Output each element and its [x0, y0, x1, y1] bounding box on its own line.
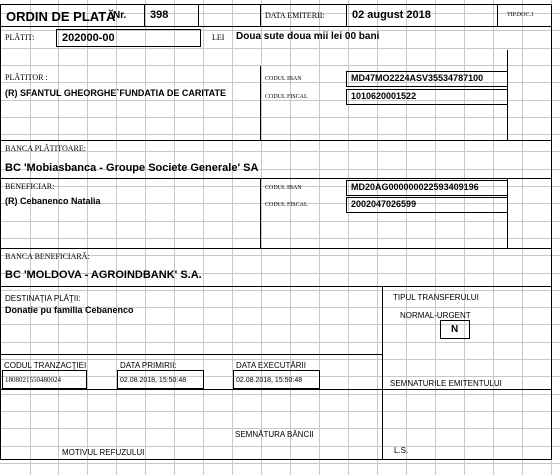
payer-iban: MD47MO2224ASV35534787100 [351, 73, 484, 83]
currency-label: LEI [212, 33, 225, 42]
beneficiary-label: BENEFICIAR: [5, 182, 55, 191]
payer-fiscal-label: CODUL FISCAL [265, 94, 308, 100]
received-date-label: DATA PRIMIRII: [120, 361, 177, 370]
form-code: TIP.DOC.1 [507, 12, 535, 18]
payment-purpose: Donatie pu familia Cebanenco [5, 305, 134, 315]
payment-purpose-label: DESTINAŢIA PLĂŢII: [5, 294, 81, 303]
amount-value: 202000-00 [62, 32, 115, 44]
beneficiary-iban-label: CODUL IBAN [265, 185, 302, 191]
ls-label: L.S. [394, 446, 409, 455]
executed-date: 02.08.2018, 15:50:48 [236, 377, 303, 384]
beneficiary-bank-name: BC 'MOLDOVA - AGROINDBANK' S.A. [5, 269, 202, 281]
beneficiary-iban: MD20AG000000022593409196 [351, 182, 479, 192]
transfer-type-value: N [451, 324, 459, 335]
beneficiary-name: (R) Cebanenco Natalia [5, 196, 101, 206]
payer-label: PLĂTITOR : [5, 73, 48, 82]
amount-in-words: Doua sute doua mii lei 00 bani [236, 31, 380, 42]
transaction-code: 1808021550480024 [5, 376, 61, 384]
order-number: 398 [150, 9, 169, 21]
payer-fiscal-code: 1010620001522 [351, 91, 417, 101]
issuer-signatures-label: SEMNATURILE EMITENTULUI [390, 379, 502, 388]
payer-name: (R) SFANTUL GHEORGHE`FUNDATIA DE CARITATE [5, 88, 226, 98]
number-label: Nr. [113, 10, 127, 21]
issue-date: 02 august 2018 [352, 9, 431, 21]
transfer-type-label: TIPUL TRANSFERULUI [393, 293, 479, 302]
executed-date-label: DATA EXECUTĂRII [236, 361, 306, 370]
payer-bank-label: BANCA PLĂTITOARE: [5, 144, 86, 153]
payer-iban-label: CODUL IBAN [265, 76, 302, 82]
form-title: ORDIN DE PLATĂ [6, 9, 116, 24]
bank-signature-label: SEMNĂTURA BĂNCII [235, 430, 314, 439]
beneficiary-fiscal-code: 2002047026599 [351, 199, 417, 209]
normal-urgent-label: NORMAL-URGENT [400, 311, 471, 320]
transaction-code-label: CODUL TRANZACŢIEI [4, 361, 87, 370]
amount-label: PLĂTIT: [5, 33, 35, 42]
received-date: 02.08.2018, 15:50:48 [120, 377, 187, 384]
payer-bank-name: BC 'Mobiasbanca - Groupe Societe Generale' SA [5, 162, 259, 174]
beneficiary-bank-label: BANCA BENEFICIARĂ: [5, 252, 90, 261]
beneficiary-fiscal-label: CODUL FISCAL [265, 202, 308, 208]
refusal-reason-label: MOTIVUL REFUZULUI [62, 448, 145, 457]
issue-date-label: DATA EMITERII: [265, 11, 325, 20]
